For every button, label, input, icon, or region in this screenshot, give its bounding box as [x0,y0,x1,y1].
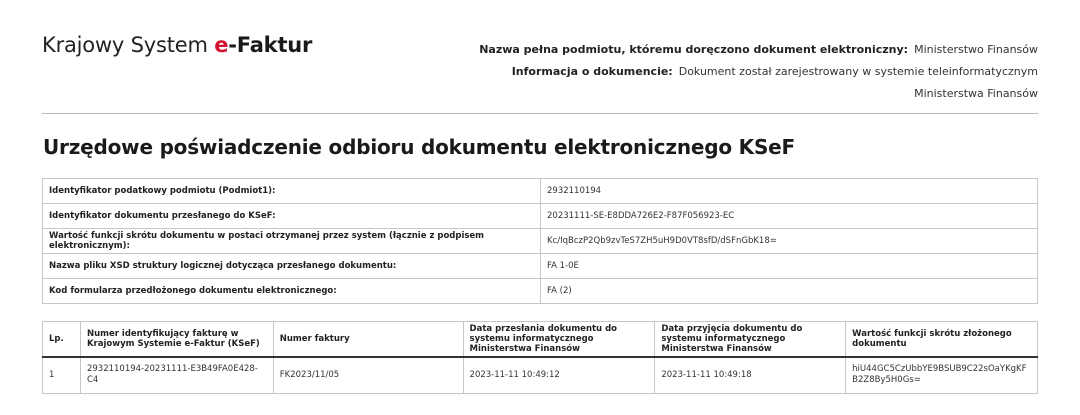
detail-value: FA 1-0E [541,254,1038,279]
cell-hash: hiU44GC5CzUbbYE9BSUB9C22sOaYKgKFB2Z8By5H0Gs= [846,357,1038,393]
column-header-invoice-number: Numer faktury [273,322,463,358]
recipient-value: Ministerstwo Finansów [914,43,1038,56]
detail-label: Identyfikator podatkowy podmiotu (Podmiot1): [43,179,541,204]
details-row [43,254,1038,279]
header-divider [42,113,1038,114]
logo [42,33,312,57]
detail-label: Kod formularza przedłożonego dokumentu elektronicznego: [43,279,541,304]
cell-lp: 1 [43,357,81,393]
logo-text-part1: Krajowy System [42,33,215,57]
column-header-sent-date: Data przesłania dokumentu do systemu informatycznego Ministerstwa Finansów [463,322,655,358]
document-info-label: Informacja o dokumencie: [511,65,673,78]
details-row [43,179,1038,204]
detail-value: FA (2) [541,279,1038,304]
detail-value: 2932110194 [541,179,1038,204]
details-row [43,204,1038,229]
detail-value: 20231111-SE-E8DDA726E2-F87F056923-EC [541,204,1038,229]
document-info-value: Dokument został zarejestrowany w systemie teleinformatycznym [678,65,1038,78]
recipient-line [479,39,1038,61]
details-row [43,229,1038,254]
column-header-lp: Lp. [43,322,81,358]
column-header-accepted-date: Data przyjęcia dokumentu do systemu informatycznego Ministerstwa Finansów [655,322,846,358]
details-table [42,178,1038,304]
column-header-hash: Wartość funkcji skrótu złożonego dokumentu [846,322,1038,358]
logo-text-part3: -Faktur [228,33,313,57]
cell-accepted-date: 2023-11-11 10:49:18 [655,357,846,393]
column-header-ksef-number: Numer identyfikujący fakturę w Krajowym Systemie e-Faktur (KSeF) [80,322,273,358]
document-info-value-continued: Ministerstwa Finansów [914,87,1038,100]
cell-ksef-number: 2932110194-20231111-E3B49FA0E428-C4 [80,357,273,393]
table-row [43,357,1038,393]
document-info-line [479,61,1038,83]
detail-value: Kc/IqBczP2Qb9zvTeS7ZH5uH9D0VT8sfD/dSFnGbK18= [541,229,1038,254]
detail-label: Identyfikator dokumentu przesłanego do KSeF: [43,204,541,229]
logo-text-accent: e [214,33,229,57]
document-meta [479,39,1038,105]
detail-label: Nazwa pliku XSD struktury logicznej dotycząca przesłanego dokumentu: [43,254,541,279]
cell-invoice-number: FK2023/11/05 [273,357,463,393]
details-row [43,279,1038,304]
invoices-table [42,321,1038,394]
cell-sent-date: 2023-11-11 10:49:12 [463,357,655,393]
page-title: Urzędowe poświadczenie odbioru dokumentu elektronicznego KSeF [43,135,795,159]
detail-label: Wartość funkcji skrótu dokumentu w postaci otrzymanej przez system (łącznie z podpisem elektronicznym): [43,229,541,254]
recipient-label: Nazwa pełna podmiotu, któremu doręczono dokument elektroniczny: [479,43,909,56]
invoices-header-row [43,322,1038,358]
